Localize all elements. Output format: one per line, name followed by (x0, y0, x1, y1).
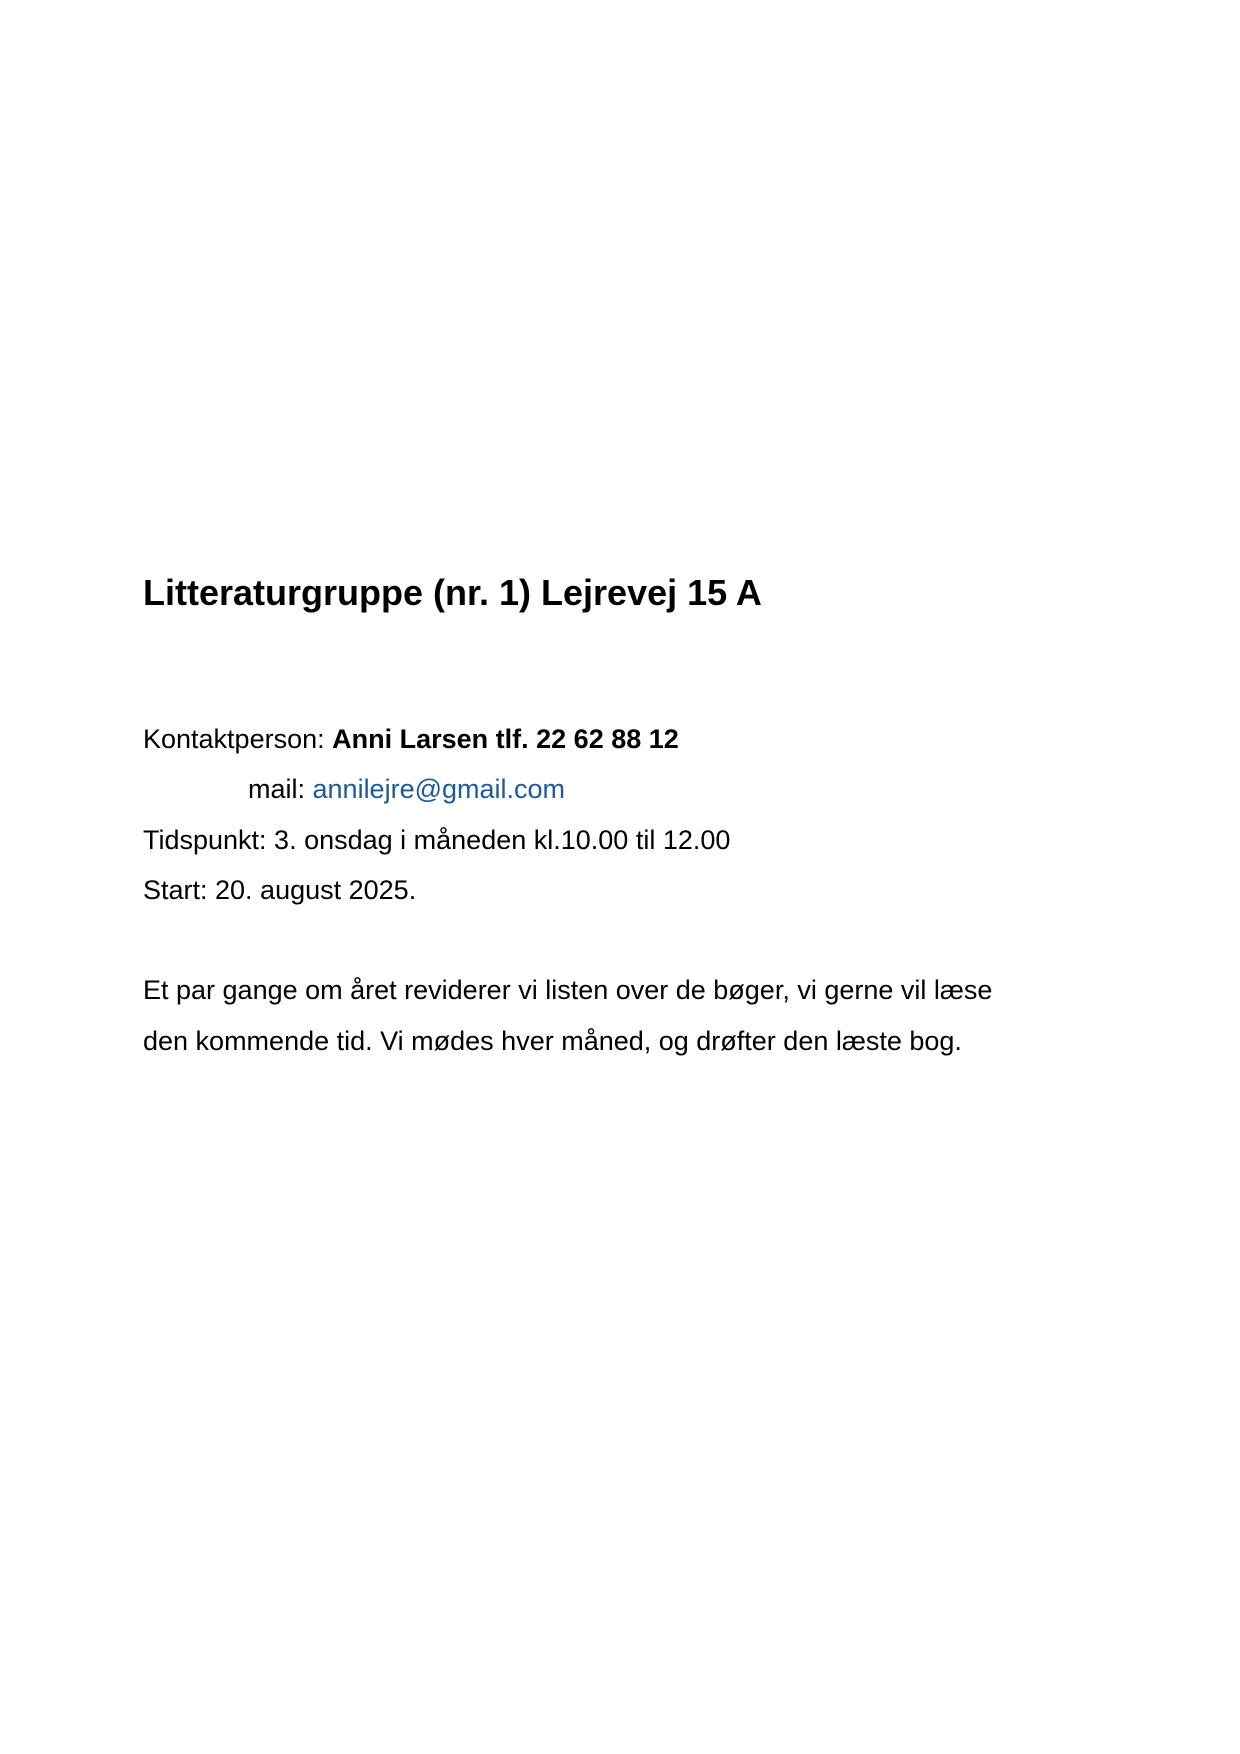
description-line-1: Et par gange om året reviderer vi listen over de bøger, vi gerne vil læse (143, 975, 993, 1005)
contact-line (143, 719, 679, 759)
document-title: Litteraturgruppe (nr. 1) Lejrevej 15 A (143, 572, 762, 613)
mail-label: mail: (248, 774, 313, 804)
description-line-2: den kommende tid. Vi mødes hver måned, og drøfter den læste bog. (143, 1026, 962, 1056)
time-line: Tidspunkt: 3. onsdag i måneden kl.10.00 til 12.00 (143, 825, 731, 855)
mail-line (248, 769, 565, 809)
start-line: Start: 20. august 2025. (143, 875, 417, 905)
contact-label: Kontaktperson: (143, 724, 333, 754)
email-link[interactable]: annilejre@gmail.com (312, 774, 566, 804)
contact-name-phone: Anni Larsen tlf. 22 62 88 12 (332, 724, 679, 754)
